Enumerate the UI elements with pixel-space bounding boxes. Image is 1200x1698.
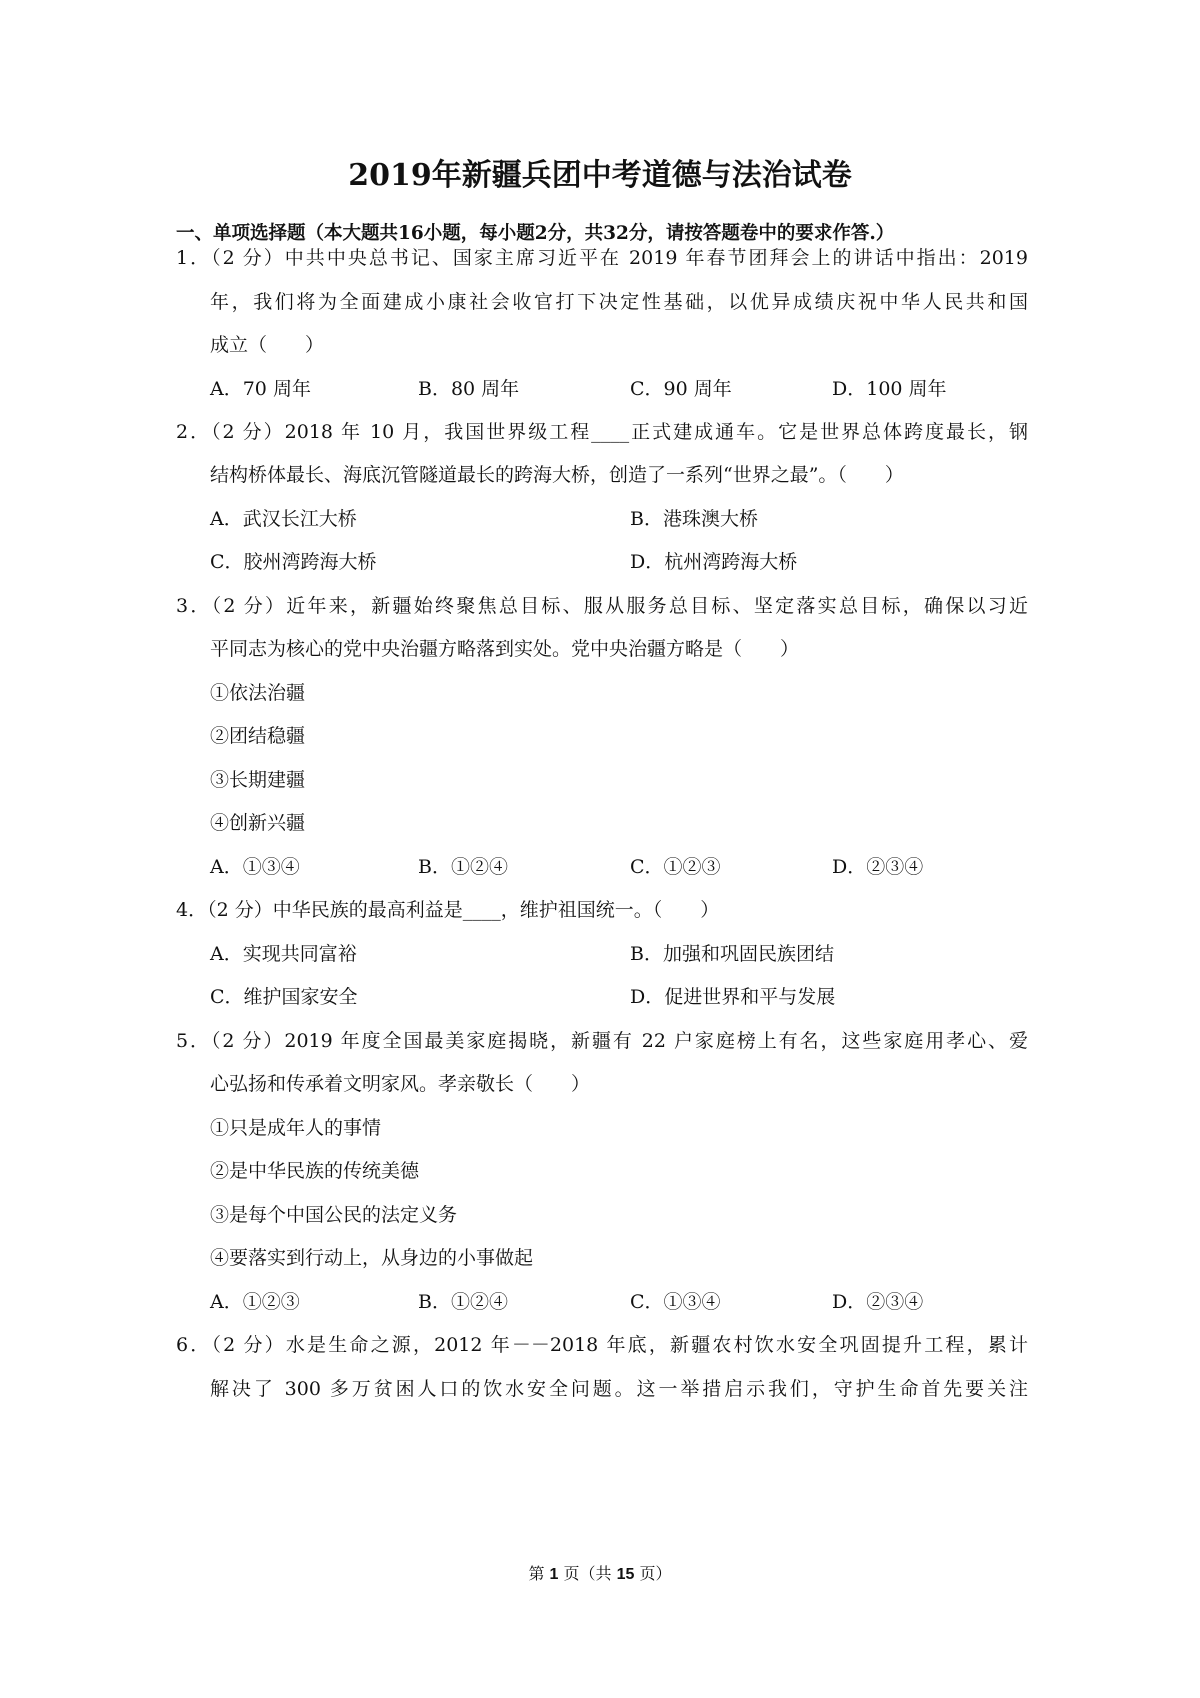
question-2-option-a: A．武汉长江大桥 — [210, 508, 357, 530]
question-2-option-d: D．杭州湾跨海大桥 — [630, 551, 798, 573]
footer-total-pages: 15 — [616, 1566, 635, 1583]
question-3-line-2: 平同志为核心的党中央治疆方略落到实处。党中央治疆方略是（ ） — [210, 638, 800, 660]
footer-middle: 页（共 — [563, 1564, 612, 1583]
page-footer — [0, 1562, 1200, 1587]
question-2-line-1: 2．（2 分）2018 年 10 月，我国世界级工程____正式建成通车。它是世界总体跨度最长，钢 — [176, 421, 1028, 443]
question-5-item-2: ②是中华民族的传统美德 — [210, 1160, 420, 1182]
question-3-line-1: 3．（2 分）近年来，新疆始终聚焦总目标、服从服务总目标、坚定落实总目标，确保以习近 — [176, 595, 1028, 617]
section-heading: 一、单项选择题（本大题共16小题，每小题2分，共32分，请按答题卷中的要求作答.） — [176, 223, 895, 244]
page-title: 2019年新疆兵团中考道德与法治试卷 — [348, 158, 852, 193]
question-2-option-b: B．港珠澳大桥 — [630, 508, 758, 530]
question-4-option-d: D．促进世界和平与发展 — [630, 986, 836, 1008]
question-3-option-c: C．①②③ — [630, 856, 721, 878]
question-3-item-3: ③长期建疆 — [210, 769, 306, 791]
question-5-option-d: D．②③④ — [832, 1291, 924, 1313]
question-5-item-4: ④要落实到行动上，从身边的小事做起 — [210, 1247, 534, 1269]
question-1-line-1: 1．（2 分）中共中央总书记、国家主席习近平在 2019 年春节团拜会上的讲话中指出：2019 — [176, 247, 1028, 269]
question-5-option-b: B．①②④ — [418, 1291, 508, 1313]
question-4-option-c: C．维护国家安全 — [210, 986, 358, 1008]
question-3-option-d: D．②③④ — [832, 856, 924, 878]
question-5-item-1: ①只是成年人的事情 — [210, 1117, 382, 1139]
question-3-option-b: B．①②④ — [418, 856, 508, 878]
footer-suffix: 页） — [639, 1564, 672, 1583]
footer-prefix: 第 — [528, 1564, 545, 1583]
question-4-line-1: 4．（2 分）中华民族的最高利益是____，维护祖国统一。（ ） — [176, 899, 720, 921]
question-1-line-3: 成立（ ） — [210, 334, 325, 356]
question-5-item-3: ③是每个中国公民的法定义务 — [210, 1204, 458, 1226]
question-6-line-2: 解决了 300 多万贫困人口的饮水安全问题。这一举措启示我们，守护生命首先要关注 — [210, 1378, 1028, 1400]
question-5-option-c: C．①③④ — [630, 1291, 721, 1313]
question-4-option-a: A．实现共同富裕 — [210, 943, 357, 965]
question-1-option-d: D．100 周年 — [832, 378, 947, 400]
question-2-option-c: C．胶州湾跨海大桥 — [210, 551, 377, 573]
question-1-option-c: C．90 周年 — [630, 378, 732, 400]
question-3-item-2: ②团结稳疆 — [210, 725, 306, 747]
question-1-option-b: B．80 周年 — [418, 378, 520, 400]
question-4-option-b: B．加强和巩固民族团结 — [630, 943, 834, 965]
question-3-item-1: ①依法治疆 — [210, 682, 306, 704]
question-6-line-1: 6．（2 分）水是生命之源，2012 年－－2018 年底，新疆农村饮水安全巩固提升工程，累计 — [176, 1334, 1028, 1356]
question-5-line-2: 心弘扬和传承着文明家风。孝亲敬长（ ） — [210, 1073, 591, 1095]
question-2-line-2: 结构桥体最长、海底沉管隧道最长的跨海大桥，创造了一系列“世界之最”。（ ） — [210, 464, 904, 486]
question-3-option-a: A．①③④ — [210, 856, 300, 878]
question-5-option-a: A．①②③ — [210, 1291, 300, 1313]
question-5-line-1: 5．（2 分）2019 年度全国最美家庭揭晓，新疆有 22 户家庭榜上有名，这些家庭用孝心、爱 — [176, 1030, 1028, 1052]
question-1-option-a: A．70 周年 — [210, 378, 311, 400]
question-1-line-2: 年，我们将为全面建成小康社会收官打下决定性基础，以优异成绩庆祝中华人民共和国 — [210, 291, 1028, 313]
footer-page-number: 1 — [549, 1566, 559, 1583]
question-3-item-4: ④创新兴疆 — [210, 812, 306, 834]
